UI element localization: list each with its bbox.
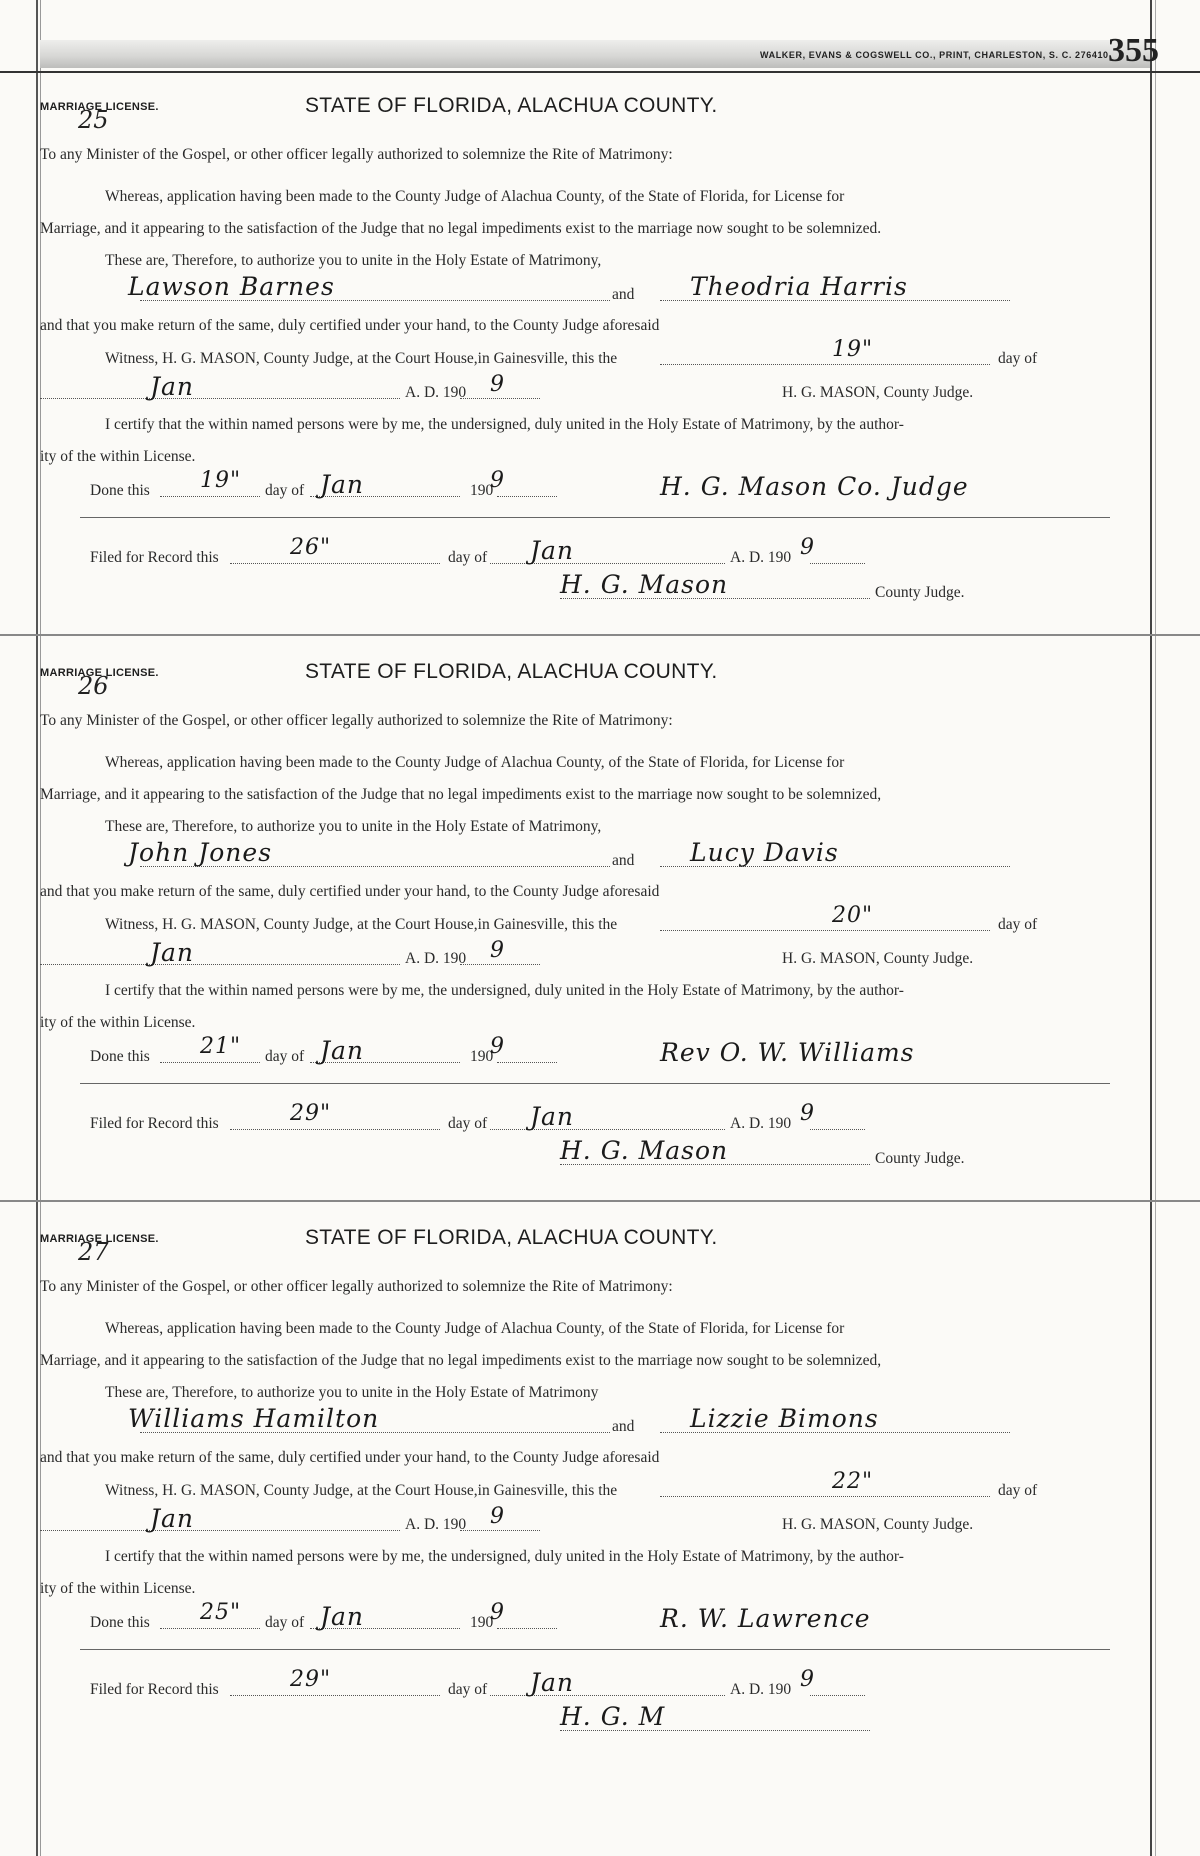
done-this-label: Done this — [90, 1614, 150, 1631]
witness-month: Jan — [150, 938, 195, 967]
certify-line-2: ity of the within License. — [40, 1014, 196, 1031]
filed-day: 29" — [290, 1101, 332, 1126]
license-label: MARRIAGE LICENSE. — [40, 1233, 159, 1245]
filed-day: 26" — [290, 535, 332, 560]
fill-in-blank — [40, 398, 400, 399]
license-number: 26 — [78, 672, 109, 700]
done-year-prefix: 190 — [470, 1048, 494, 1065]
certify-line-2: ity of the within License. — [40, 448, 196, 465]
whereas-line-2: Marriage, and it appearing to the satisfaction of the Judge that no legal impediments exist to the marriage now sought to be solemnized. — [40, 220, 882, 237]
filed-divider — [80, 1083, 1110, 1084]
witness-year: 9 — [490, 372, 505, 397]
certify-line-1: I certify that the within named persons were by me, the undersigned, duly united in the Holy Estate of Matrimony, by the author- — [105, 982, 904, 999]
whereas-line-1: Whereas, application having been made to the County Judge of Alachua County, of the State of Florida, for License for — [105, 188, 845, 205]
done-year: 9 — [490, 468, 505, 493]
fill-in-blank — [660, 1496, 990, 1497]
done-year-prefix: 190 — [470, 482, 494, 499]
fill-in-blank — [497, 1062, 557, 1063]
done-year-prefix: 190 — [470, 1614, 494, 1631]
witness-day-of: day of — [998, 916, 1038, 933]
witness-line: Witness, H. G. MASON, County Judge, at the Court House,in Gainesville, this the — [105, 350, 618, 367]
license-heading: STATE OF FLORIDA, ALACHUA COUNTY. — [305, 94, 718, 117]
officiant-signature: H. G. Mason Co. Judge — [660, 472, 969, 501]
witness-month: Jan — [150, 372, 195, 401]
done-this-label: Done this — [90, 1048, 150, 1065]
witness-year: 9 — [490, 938, 505, 963]
and-word: and — [612, 286, 635, 303]
filed-signature: H. G. M — [560, 1702, 666, 1731]
fill-in-blank — [230, 1129, 440, 1130]
license-heading: STATE OF FLORIDA, ALACHUA COUNTY. — [305, 1226, 718, 1249]
witness-day-of: day of — [998, 350, 1038, 367]
fill-in-blank — [230, 563, 440, 564]
officiant-signature: R. W. Lawrence — [660, 1604, 871, 1633]
fill-in-blank — [230, 1695, 440, 1696]
filed-divider — [80, 1649, 1110, 1650]
groom-name: Lawson Barnes — [128, 272, 335, 301]
witness-year: 9 — [490, 1504, 505, 1529]
done-day: 21" — [200, 1034, 242, 1059]
filed-day: 29" — [290, 1667, 332, 1692]
these-are-line: These are, Therefore, to authorize you to unite in the Holy Estate of Matrimony — [105, 1384, 599, 1401]
certify-line-2: ity of the within License. — [40, 1580, 196, 1597]
to-minister-line: To any Minister of the Gospel, or other officer legally authorized to solemnize the Rite of Matrimony: — [40, 1278, 673, 1295]
witness-line: Witness, H. G. MASON, County Judge, at the Court House,in Gainesville, this the — [105, 1482, 618, 1499]
witness-day: 20" — [832, 903, 874, 928]
fill-in-blank — [160, 1062, 260, 1063]
county-judge-label: County Judge. — [875, 584, 965, 601]
and-word: and — [612, 1418, 635, 1435]
fill-in-blank — [40, 964, 400, 965]
done-month: Jan — [320, 470, 365, 499]
license-heading: STATE OF FLORIDA, ALACHUA COUNTY. — [305, 660, 718, 683]
filed-year: 9 — [800, 1101, 815, 1126]
filed-day-of: day of — [448, 549, 488, 566]
bride-name: Lucy Davis — [690, 838, 839, 867]
fill-in-blank — [490, 1695, 725, 1696]
fill-in-blank — [810, 1695, 865, 1696]
to-minister-line: To any Minister of the Gospel, or other officer legally authorized to solemnize the Rite of Matrimony: — [40, 146, 673, 163]
ad-label: A. D. 190 — [405, 950, 467, 967]
license-number: 27 — [78, 1238, 109, 1266]
done-month: Jan — [320, 1602, 365, 1631]
ad-label: A. D. 190 — [405, 1516, 467, 1533]
whereas-line-1: Whereas, application having been made to the County Judge of Alachua County, of the State of Florida, for License for — [105, 1320, 845, 1337]
fill-in-blank — [810, 1129, 865, 1130]
filed-month: Jan — [530, 1102, 575, 1131]
fill-in-blank — [497, 1628, 557, 1629]
return-line: and that you make return of the same, duly certified under your hand, to the County Judge aforesaid — [40, 1449, 660, 1466]
return-line: and that you make return of the same, duly certified under your hand, to the County Judge aforesaid — [40, 883, 660, 900]
filed-divider — [80, 517, 1110, 518]
groom-name: John Jones — [128, 838, 273, 867]
ad-label: A. D. 190 — [405, 384, 467, 401]
done-year: 9 — [490, 1600, 505, 1625]
fill-in-blank — [660, 364, 990, 365]
marriage-license-27 — [40, 1212, 1150, 1777]
printer-imprint: WALKER, EVANS & COGSWELL CO., PRINT, CHARLESTON, S. C. 276410 — [760, 50, 1109, 60]
done-day: 25" — [200, 1600, 242, 1625]
groom-name: Williams Hamilton — [128, 1404, 380, 1433]
officiant-signature: Rev O. W. Williams — [660, 1038, 915, 1067]
fill-in-blank — [160, 496, 260, 497]
whereas-line-1: Whereas, application having been made to the County Judge of Alachua County, of the State of Florida, for License for — [105, 754, 845, 771]
license-label: MARRIAGE LICENSE. — [40, 101, 159, 113]
done-day-of: day of — [265, 482, 305, 499]
filed-day-of: day of — [448, 1681, 488, 1698]
filed-ad: A. D. 190 — [730, 1115, 792, 1132]
filed-year: 9 — [800, 535, 815, 560]
done-day-of: day of — [265, 1048, 305, 1065]
county-judge-label: County Judge. — [875, 1150, 965, 1167]
return-line: and that you make return of the same, duly certified under your hand, to the County Judge aforesaid — [40, 317, 660, 334]
and-word: and — [612, 852, 635, 869]
page-edge-left — [36, 0, 38, 1856]
page-edge-right-inner — [1155, 0, 1156, 1856]
filed-month: Jan — [530, 536, 575, 565]
judge-title: H. G. MASON, County Judge. — [782, 384, 974, 401]
to-minister-line: To any Minister of the Gospel, or other officer legally authorized to solemnize the Rite of Matrimony: — [40, 712, 673, 729]
marriage-license-26 — [40, 646, 1150, 1211]
fill-in-blank — [660, 930, 990, 931]
whereas-line-2: Marriage, and it appearing to the satisfaction of the Judge that no legal impediments exist to the marriage now sought to be solemnized, — [40, 1352, 882, 1369]
filed-month: Jan — [530, 1668, 575, 1697]
witness-day-of: day of — [998, 1482, 1038, 1499]
these-are-line: These are, Therefore, to authorize you to unite in the Holy Estate of Matrimony, — [105, 252, 602, 269]
fill-in-blank — [40, 1530, 400, 1531]
judge-title: H. G. MASON, County Judge. — [782, 950, 974, 967]
fill-in-blank — [497, 496, 557, 497]
bride-name: Theodria Harris — [690, 272, 908, 301]
fill-in-blank — [460, 964, 540, 965]
bride-name: Lizzie Bimons — [690, 1404, 879, 1433]
fill-in-blank — [810, 563, 865, 564]
filed-signature: H. G. Mason — [560, 570, 729, 599]
fill-in-blank — [460, 398, 540, 399]
filed-label: Filed for Record this — [90, 549, 219, 566]
done-year: 9 — [490, 1034, 505, 1059]
license-label: MARRIAGE LICENSE. — [40, 667, 159, 679]
these-are-line: These are, Therefore, to authorize you to unite in the Holy Estate of Matrimony, — [105, 818, 602, 835]
section-divider — [0, 634, 1200, 636]
whereas-line-2: Marriage, and it appearing to the satisfaction of the Judge that no legal impediments exist to the marriage now sought to be solemnized, — [40, 786, 882, 803]
fill-in-blank — [460, 1530, 540, 1531]
done-month: Jan — [320, 1036, 365, 1065]
filed-ad: A. D. 190 — [730, 549, 792, 566]
license-number: 25 — [78, 106, 109, 134]
judge-title: H. G. MASON, County Judge. — [782, 1516, 974, 1533]
filed-ad: A. D. 190 — [730, 1681, 792, 1698]
filed-year: 9 — [800, 1667, 815, 1692]
witness-day: 22" — [832, 1469, 874, 1494]
witness-month: Jan — [150, 1504, 195, 1533]
top-rule — [0, 71, 1200, 73]
witness-day: 19" — [832, 337, 874, 362]
filed-day-of: day of — [448, 1115, 488, 1132]
fill-in-blank — [160, 1628, 260, 1629]
witness-line: Witness, H. G. MASON, County Judge, at the Court House,in Gainesville, this the — [105, 916, 618, 933]
section-divider — [0, 1200, 1200, 1202]
fill-in-blank — [490, 1129, 725, 1130]
page-number: 355 — [1108, 32, 1159, 69]
certify-line-1: I certify that the within named persons were by me, the undersigned, duly united in the Holy Estate of Matrimony, by the author- — [105, 416, 904, 433]
done-day-of: day of — [265, 1614, 305, 1631]
done-this-label: Done this — [90, 482, 150, 499]
marriage-license-25 — [40, 80, 1150, 645]
filed-label: Filed for Record this — [90, 1115, 219, 1132]
fill-in-blank — [490, 563, 725, 564]
filed-signature: H. G. Mason — [560, 1136, 729, 1165]
page-edge-right — [1150, 0, 1152, 1856]
filed-label: Filed for Record this — [90, 1681, 219, 1698]
done-day: 19" — [200, 468, 242, 493]
certify-line-1: I certify that the within named persons were by me, the undersigned, duly united in the Holy Estate of Matrimony, by the author- — [105, 1548, 904, 1565]
